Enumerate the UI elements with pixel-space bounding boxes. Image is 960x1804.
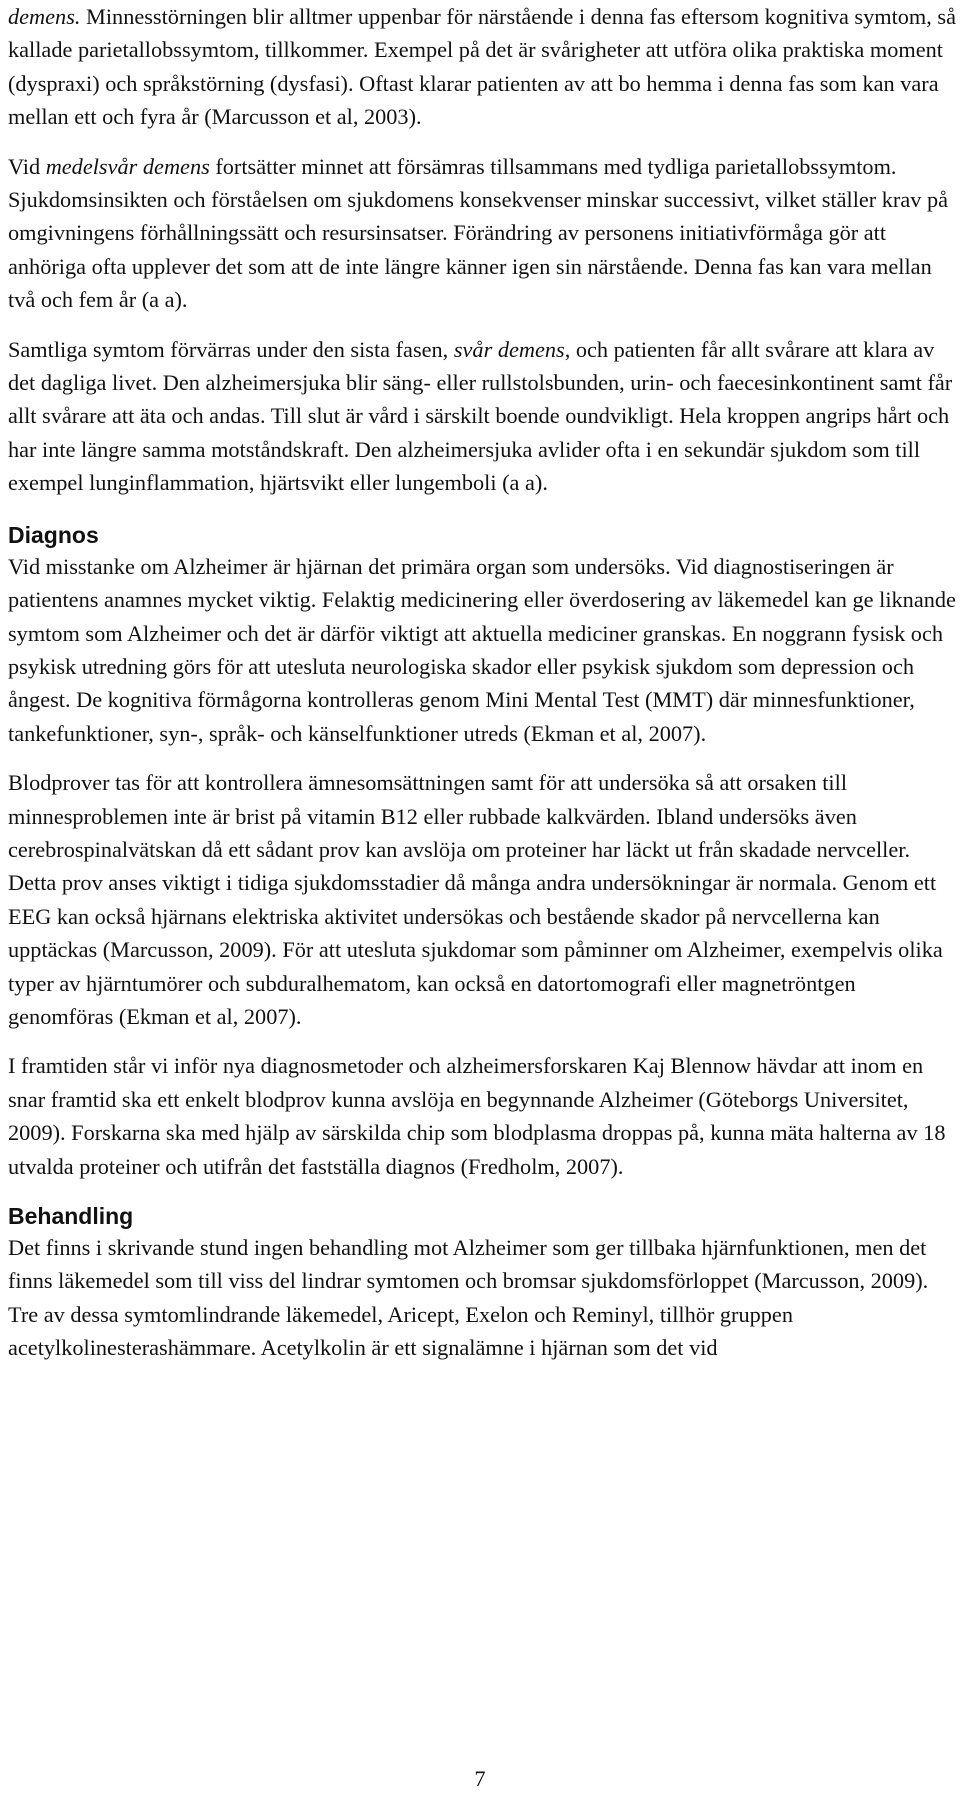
emphasis-demens: demens. — [8, 4, 81, 29]
paragraph-diagnosis-intro: Vid misstanke om Alzheimer är hjärnan det primära organ som undersöks. Vid diagnostiseringen är patientens anamnes mycket viktig. Felaktig medicinering eller överdosering av läkemedel kan ge liknande symtom som Alzheimer och det är därför viktigt att aktuella mediciner granskas. En noggrann fysisk och psykisk utredning görs för att utesluta neurologiska skador eller psykisk sjukdom som depression och ångest. De kognitiva förmågorna kontrolleras genom Mini Mental Test (MMT) där minnesfunktioner, tankefunktioner, syn-, språk- och känselfunktioner utreds (Ekman et al, 2007). — [8, 553, 956, 746]
paragraph-text: Vid — [8, 153, 46, 179]
paragraph-treatment: Det finns i skrivande stund ingen behandling mot Alzheimer som ger tillbaka hjärnfunktionen, men det finns läkemedel som till viss del lindrar symtomen och bromsar sjukdomsförloppet (Marcusson, 2009). Tre av dessa symtomlindrande läkemedel, Aricept, Exelon och Reminyl, tillhör gruppen acetylkolinesterashämmare. Acetylkolin är ett signalämne i hjärnan som det vid — [8, 1235, 929, 1361]
paragraph-text: fortsätter minnet att försämras tillsammans med tydliga parietallobssymtom. Sjukdomsinsikten och förståelsen om sjukdomens konsekvenser minskar successivt, vilket ställer krav på omgivningens förhållningssätt och resursinsatser. Förändring av personens initiativförmåga gör att anhöriga ofta upplever det som att de inte längre känner igen sin närstående. Denna fas kan vara mellan två och fem år (a a). — [8, 153, 949, 313]
paragraph-mild-dementia — [8, 0, 956, 134]
paragraph-future-diagnostics: I framtiden står vi inför nya diagnosmetoder och alzheimersforskaren Kaj Blennow hävdar att inom en snar framtid ska ett enkelt blodprov kunna avslöja en begynnande Alzheimer (Göteborgs Universitet, 2009). Forskarna ska med hjälp av särskilda chip som blodplasma droppas på, kunna mäta halterna av 18 utvalda proteiner och utifrån det fastställa diagnos (Fredholm, 2007). — [8, 1053, 946, 1179]
paragraph-severe-dementia — [8, 333, 956, 500]
paragraph-blood-tests: Blodprover tas för att kontrollera ämnesomsättningen samt för att undersöka så att orsaken till minnesproblemen inte är brist på vitamin B12 eller rubbade kalkvärden. Ibland undersöks även cerebrospinalvätskan då ett sådant prov kan avslöja om proteiner har läckt ut från skadade nervceller. Detta prov anses viktigt i tidiga sjukdomsstadier då många andra undersökningar är normala. Genom ett EEG kan också hjärnans elektriska aktivitet undersökas och bestående skador på nervcellerna kan upptäckas (Marcusson, 2009). För att utesluta sjukdomar som påminner om Alzheimer, exempelvis olika typer av hjärntumörer och subduralhematom, kan också en datortomografi eller magnetröntgen genomföras (Ekman et al, 2007). — [8, 770, 943, 1029]
document-page — [8, 0, 956, 1365]
emphasis-svar-demens: svår demens — [453, 336, 565, 362]
paragraph-text: , och patienten får allt svårare att klara av det dagliga livet. Den alzheimersjuka blir säng- eller rullstolsbunden, urin- och faecesinkontinent samt får allt svårare att äta och andas. Till slut är vård i särskilt boende oundvikligt. Hela kroppen angrips hårt och har inte längre samma motståndskraft. Den alzheimersjuka avlider ofta i en sekundär sjukdom som till exempel lunginflammation, hjärtsvikt eller lungemboli (a a). — [8, 336, 953, 496]
paragraph-text: Samtliga symtom förvärras under den sista fasen, — [8, 336, 454, 362]
paragraph-text: Minnesstörningen blir alltmer uppenbar för närstående i denna fas eftersom kognitiva symtom, så kallade parietallobssymtom, tillkommer. Exempel på det är svårigheter att utföra olika praktiska moment (dyspraxi) och språkstörning (dysfasi). Oftast klarar patienten av att bo hemma i denna fas som kan vara mellan ett och fyra år (Marcusson et al, 2003). — [8, 4, 956, 130]
paragraph-moderate-dementia — [8, 150, 956, 317]
section-heading-behandling: Behandling — [8, 1203, 134, 1229]
emphasis-medelsvar-demens: medelsvår demens — [45, 153, 210, 179]
page-number: 7 — [474, 1766, 486, 1791]
section-heading-diagnos: Diagnos — [8, 521, 99, 548]
